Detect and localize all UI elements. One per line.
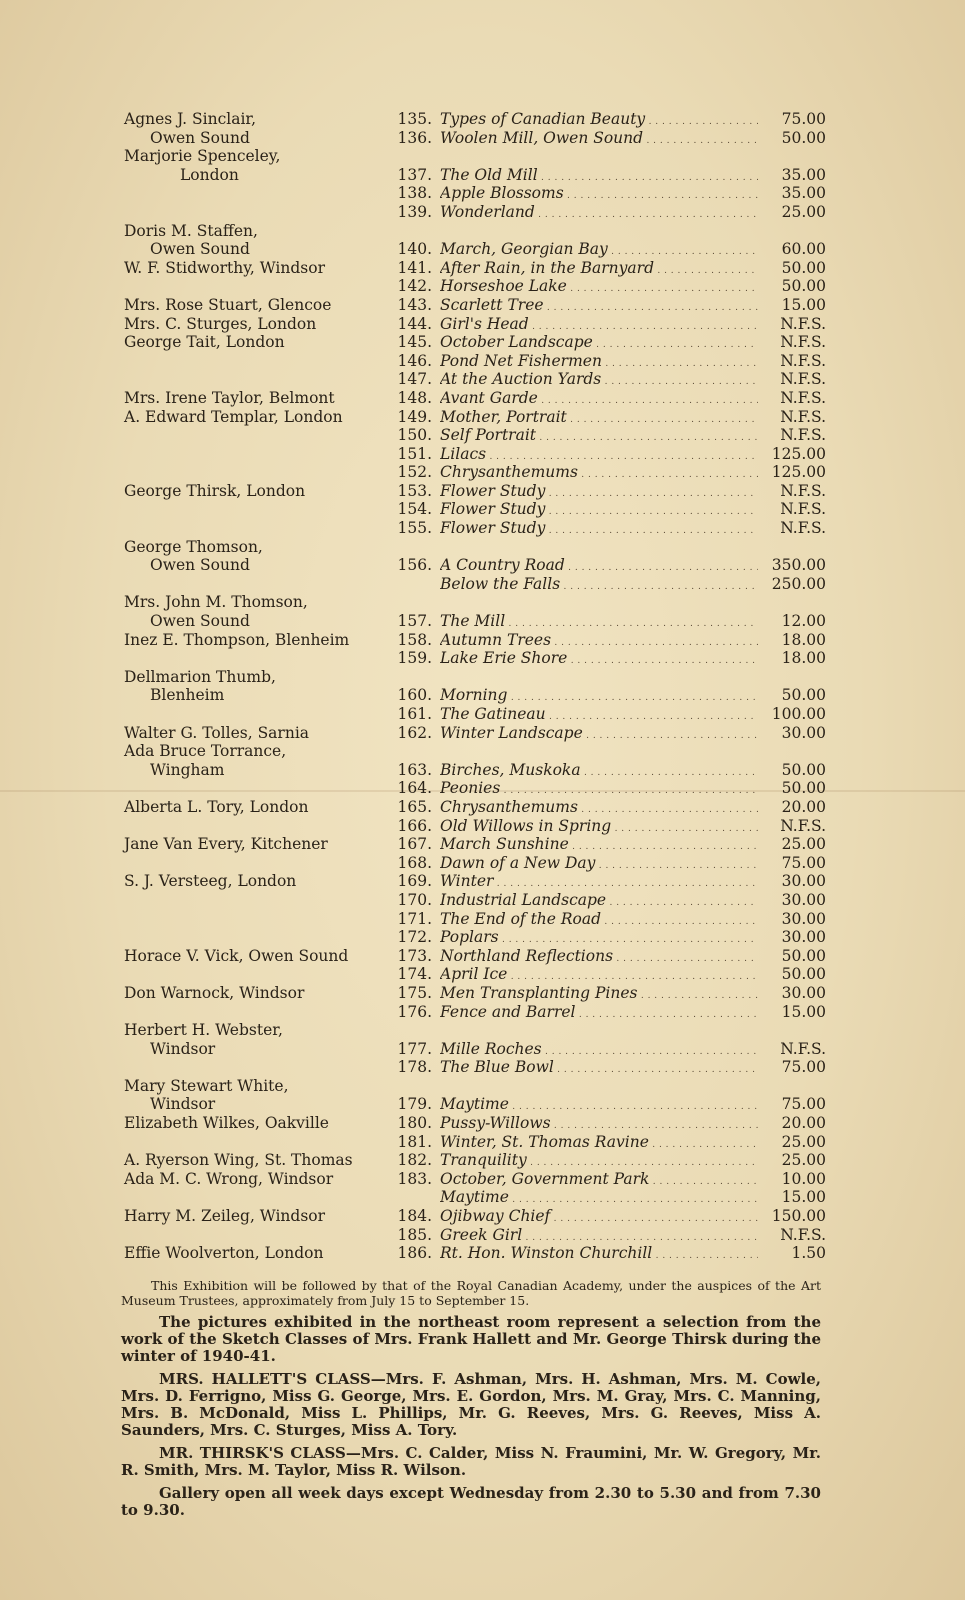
painting-title: Chrysanthemums . . . bbox=[440, 463, 758, 485]
entry-number: 181. bbox=[397, 1132, 432, 1151]
painting-title: Fence and Barrel . . . bbox=[440, 1003, 758, 1025]
entry-number: 174. bbox=[397, 965, 432, 984]
gallery-hours: Gallery open all week days except Wednesday from 2.30 to 5.30 and from 7.30 to 9.30. bbox=[121, 1484, 821, 1519]
painting-price: 30.00 bbox=[781, 890, 826, 909]
painting-title: A Country Road . . . bbox=[440, 556, 758, 578]
painting-title: Pond Net Fishermen . . . bbox=[440, 352, 758, 374]
painting-title: October, Government Park . . . bbox=[440, 1170, 758, 1192]
catalogue-row bbox=[0, 166, 965, 185]
entry-number: 143. bbox=[397, 295, 432, 314]
catalogue-row bbox=[0, 705, 965, 724]
artist-name: Ada M. C. Wrong, Windsor bbox=[124, 1169, 334, 1188]
entry-number: 142. bbox=[397, 277, 432, 296]
painting-price: N.F.S. bbox=[780, 519, 826, 538]
artist-name: Agnes J. Sinclair, bbox=[124, 110, 257, 128]
catalogue-row bbox=[0, 891, 965, 910]
painting-title: Apple Blossoms . . . bbox=[440, 184, 758, 206]
catalogue-row bbox=[0, 1003, 965, 1022]
painting-price: 30.00 bbox=[781, 723, 826, 742]
painting-price: 25.00 bbox=[781, 1132, 826, 1151]
painting-title: Horseshoe Lake . . . bbox=[440, 277, 758, 299]
painting-price: N.F.S. bbox=[780, 351, 826, 370]
entry-number: 179. bbox=[397, 1095, 432, 1114]
painting-title: Lake Erie Shore . . . bbox=[440, 649, 758, 671]
artist-name: Ada Bruce Torrance, bbox=[124, 742, 287, 761]
painting-title: The Old Mill . . . bbox=[440, 166, 758, 188]
catalogue-row bbox=[0, 928, 965, 947]
painting-price: 35.00 bbox=[781, 184, 826, 203]
painting-price: N.F.S. bbox=[780, 500, 826, 519]
painting-title: Rt. Hon. Winston Churchill . . . bbox=[440, 1244, 758, 1266]
catalogue-row bbox=[0, 333, 965, 352]
painting-title: Dawn of a New Day . . . bbox=[440, 854, 758, 876]
painting-price: N.F.S. bbox=[780, 370, 826, 389]
artist-name: Mrs. John M. Thomson, bbox=[124, 593, 308, 612]
artist-name: Mrs. C. Sturges, London bbox=[124, 314, 317, 333]
artist-name: Marjorie Spenceley, bbox=[124, 147, 281, 166]
painting-title: Industrial Landscape . . . bbox=[440, 891, 758, 913]
painting-price: 250.00 bbox=[771, 574, 826, 593]
painting-price: 30.00 bbox=[781, 909, 826, 928]
painting-price: N.F.S. bbox=[780, 333, 826, 352]
entry-number: 175. bbox=[397, 983, 432, 1002]
artist-name: London bbox=[180, 165, 239, 184]
painting-price: 50.00 bbox=[781, 277, 826, 296]
painting-title: Below the Falls . . . bbox=[440, 575, 758, 597]
sketch-classes-note: The pictures exhibited in the northeast room represent a selection from the work of the Sketch Classes of Mrs. Frank Hallett and Mr. George Thirsk during the winter of 1940-41. bbox=[121, 1313, 821, 1365]
entry-number: 150. bbox=[397, 426, 432, 445]
catalogue-row bbox=[0, 872, 965, 891]
entry-number: 178. bbox=[397, 1058, 432, 1077]
catalogue-row bbox=[0, 1151, 965, 1170]
entry-number: 186. bbox=[397, 1244, 432, 1263]
painting-title: October Landscape . . . bbox=[440, 333, 758, 355]
painting-title: March Sunshine . . . bbox=[440, 835, 758, 857]
catalogue-row bbox=[0, 593, 965, 612]
catalogue-row bbox=[0, 240, 965, 259]
entry-number: 164. bbox=[397, 779, 432, 798]
entry-number: 135. bbox=[397, 110, 432, 128]
catalogue-row bbox=[0, 1226, 965, 1245]
artist-name: Effie Woolverton, London bbox=[124, 1244, 324, 1263]
painting-price: 30.00 bbox=[781, 872, 826, 891]
catalogue-row bbox=[0, 1207, 965, 1226]
painting-title: Greek Girl . . . bbox=[440, 1226, 758, 1248]
catalogue-row bbox=[0, 556, 965, 575]
artist-name: Harry M. Zeileg, Windsor bbox=[124, 1207, 326, 1226]
catalogue-row bbox=[0, 798, 965, 817]
painting-price: N.F.S. bbox=[780, 481, 826, 500]
painting-title: Winter . . . bbox=[440, 872, 758, 894]
entry-number: 147. bbox=[397, 370, 432, 389]
entry-number: 154. bbox=[397, 500, 432, 519]
artist-name: Mrs. Rose Stuart, Glencoe bbox=[124, 295, 332, 314]
entry-number: 171. bbox=[397, 909, 432, 928]
catalogue-row bbox=[0, 649, 965, 668]
catalogue-list bbox=[0, 110, 965, 1263]
artist-name: Owen Sound bbox=[150, 556, 250, 575]
painting-title: Morning . . . bbox=[440, 686, 758, 708]
painting-price: 50.00 bbox=[781, 760, 826, 779]
painting-title: Wonderland . . . bbox=[440, 203, 758, 225]
catalogue-row bbox=[0, 724, 965, 743]
painting-title: Poplars . . . bbox=[440, 928, 758, 950]
catalogue-row bbox=[0, 259, 965, 278]
artist-name: Owen Sound bbox=[150, 612, 250, 631]
painting-price: 75.00 bbox=[781, 110, 826, 128]
painting-title: Woolen Mill, Owen Sound . . . bbox=[440, 129, 758, 151]
painting-price: 75.00 bbox=[781, 1058, 826, 1077]
painting-price: 20.00 bbox=[781, 797, 826, 816]
entry-number: 145. bbox=[397, 333, 432, 352]
painting-price: N.F.S. bbox=[780, 388, 826, 407]
catalogue-row bbox=[0, 463, 965, 482]
catalogue-row bbox=[0, 389, 965, 408]
entry-number: 168. bbox=[397, 853, 432, 872]
painting-title: Autumn Trees . . . bbox=[440, 631, 758, 653]
artist-name: Don Warnock, Windsor bbox=[124, 983, 305, 1002]
artist-name: Elizabeth Wilkes, Oakville bbox=[124, 1114, 329, 1133]
catalogue-row bbox=[0, 854, 965, 873]
painting-price: 15.00 bbox=[781, 1188, 826, 1207]
catalogue-row bbox=[0, 184, 965, 203]
entry-number: 137. bbox=[397, 165, 432, 184]
entry-number: 176. bbox=[397, 1002, 432, 1021]
catalogue-row bbox=[0, 835, 965, 854]
painting-title: Lilacs . . . bbox=[440, 445, 758, 467]
catalogue-row bbox=[0, 203, 965, 222]
catalogue-row bbox=[0, 1021, 965, 1040]
painting-title: The Blue Bowl . . . bbox=[440, 1058, 758, 1080]
painting-title: Winter, St. Thomas Ravine . . . bbox=[440, 1133, 758, 1155]
painting-title: Avant Garde . . . bbox=[440, 389, 758, 411]
entry-number: 156. bbox=[397, 556, 432, 575]
painting-title: Old Willows in Spring . . . bbox=[440, 817, 758, 839]
painting-title: Mother, Portrait . . . bbox=[440, 408, 758, 430]
entry-number: 183. bbox=[397, 1169, 432, 1188]
exhibition-notes bbox=[121, 1278, 821, 1525]
catalogue-row bbox=[0, 965, 965, 984]
catalogue-row bbox=[0, 129, 965, 148]
painting-title: Men Transplanting Pines . . . bbox=[440, 984, 758, 1006]
entry-number: 185. bbox=[397, 1225, 432, 1244]
painting-price: 125.00 bbox=[771, 463, 826, 482]
painting-price: 15.00 bbox=[781, 295, 826, 314]
entry-number: 167. bbox=[397, 835, 432, 854]
entry-number: 153. bbox=[397, 481, 432, 500]
entry-number: 177. bbox=[397, 1039, 432, 1058]
entry-number: 169. bbox=[397, 872, 432, 891]
painting-title: Self Portrait . . . bbox=[440, 426, 758, 448]
painting-price: 10.00 bbox=[781, 1169, 826, 1188]
artist-name: George Tait, London bbox=[124, 333, 285, 352]
artist-name: Walter G. Tolles, Sarnia bbox=[124, 723, 310, 742]
painting-title: March, Georgian Bay . . . bbox=[440, 240, 758, 262]
artist-name: Blenheim bbox=[150, 686, 225, 705]
entry-number: 173. bbox=[397, 946, 432, 965]
painting-title: Winter Landscape . . . bbox=[440, 724, 758, 746]
entry-number: 155. bbox=[397, 519, 432, 538]
entry-number: 158. bbox=[397, 630, 432, 649]
artist-name: A. Edward Templar, London bbox=[124, 407, 343, 426]
catalogue-row bbox=[0, 519, 965, 538]
catalogue-row bbox=[0, 1077, 965, 1096]
painting-price: 50.00 bbox=[781, 946, 826, 965]
painting-price: 35.00 bbox=[781, 165, 826, 184]
artist-name: Windsor bbox=[150, 1095, 216, 1114]
painting-title: After Rain, in the Barnyard . . . bbox=[440, 259, 758, 281]
catalogue-row bbox=[0, 370, 965, 389]
artist-name: Mrs. Irene Taylor, Belmont bbox=[124, 388, 335, 407]
artist-name: Inez E. Thompson, Blenheim bbox=[124, 630, 350, 649]
catalogue-row bbox=[0, 817, 965, 836]
catalogue-row bbox=[0, 110, 965, 129]
entry-number: 184. bbox=[397, 1207, 432, 1226]
painting-price: 75.00 bbox=[781, 853, 826, 872]
catalogue-row bbox=[0, 1244, 965, 1263]
artist-name: S. J. Versteeg, London bbox=[124, 872, 297, 891]
painting-title: Maytime . . . bbox=[440, 1095, 758, 1117]
painting-price: 30.00 bbox=[781, 928, 826, 947]
entry-number: 148. bbox=[397, 388, 432, 407]
artist-name: Owen Sound bbox=[150, 240, 250, 259]
painting-price: 18.00 bbox=[781, 630, 826, 649]
entry-number: 172. bbox=[397, 928, 432, 947]
painting-title: Pussy-Willows . . . bbox=[440, 1114, 758, 1136]
painting-price: 100.00 bbox=[771, 705, 826, 723]
catalogue-row bbox=[0, 408, 965, 427]
painting-title: Mille Roches . . . bbox=[440, 1040, 758, 1062]
catalogue-row bbox=[0, 277, 965, 296]
entry-number: 161. bbox=[397, 705, 432, 723]
painting-price: N.F.S. bbox=[780, 426, 826, 445]
artist-name: Alberta L. Tory, London bbox=[124, 797, 309, 816]
entry-number: 157. bbox=[397, 612, 432, 631]
catalogue-row bbox=[0, 500, 965, 519]
catalogue-row bbox=[0, 147, 965, 166]
painting-title: Girl's Head . . . bbox=[440, 315, 758, 337]
painting-title: Flower Study . . . bbox=[440, 519, 758, 541]
painting-price: 25.00 bbox=[781, 202, 826, 221]
artist-name: W. F. Stidworthy, Windsor bbox=[124, 258, 325, 277]
entry-number: 149. bbox=[397, 407, 432, 426]
thirsk-class-list: MR. THIRSK'S CLASS—Mrs. C. Calder, Miss N. Fraumini, Mr. W. Gregory, Mr. R. Smith, Mrs. M. Taylor, Miss R. Wilson. bbox=[121, 1444, 821, 1479]
painting-title: Maytime . . . bbox=[440, 1188, 758, 1210]
artist-name: Windsor bbox=[150, 1039, 216, 1058]
artist-name: George Thirsk, London bbox=[124, 481, 306, 500]
catalogue-row bbox=[0, 1188, 965, 1207]
catalogue-row bbox=[0, 538, 965, 557]
entry-number: 182. bbox=[397, 1151, 432, 1170]
artist-name: Dellmarion Thumb, bbox=[124, 667, 276, 686]
painting-title: Northland Reflections . . . bbox=[440, 947, 758, 969]
catalogue-row bbox=[0, 1040, 965, 1059]
painting-title: Ojibway Chief . . . bbox=[440, 1207, 758, 1229]
artist-name: Herbert H. Webster, bbox=[124, 1021, 283, 1040]
painting-price: N.F.S. bbox=[780, 816, 826, 835]
catalogue-row bbox=[0, 426, 965, 445]
artist-name: Owen Sound bbox=[150, 128, 250, 147]
catalogue-row bbox=[0, 668, 965, 687]
painting-price: 20.00 bbox=[781, 1114, 826, 1133]
catalogue-row bbox=[0, 1095, 965, 1114]
painting-price: 50.00 bbox=[781, 965, 826, 984]
entry-number: 139. bbox=[397, 202, 432, 221]
artist-name: Mary Stewart White, bbox=[124, 1076, 289, 1095]
painting-title: Peonies . . . bbox=[440, 779, 758, 801]
catalogue-row bbox=[0, 612, 965, 631]
painting-price: 50.00 bbox=[781, 128, 826, 147]
painting-title: Chrysanthemums . . . bbox=[440, 798, 758, 820]
painting-title: Scarlett Tree . . . bbox=[440, 296, 758, 318]
catalogue-row bbox=[0, 352, 965, 371]
painting-price: 25.00 bbox=[781, 835, 826, 854]
painting-price: N.F.S. bbox=[780, 407, 826, 426]
artist-name: A. Ryerson Wing, St. Thomas bbox=[124, 1151, 353, 1170]
catalogue-row bbox=[0, 1170, 965, 1189]
painting-price: 30.00 bbox=[781, 983, 826, 1002]
painting-title: The End of the Road . . . bbox=[440, 910, 758, 932]
painting-title: Flower Study . . . bbox=[440, 500, 758, 522]
artist-name: Horace V. Vick, Owen Sound bbox=[124, 946, 349, 965]
painting-price: 125.00 bbox=[771, 444, 826, 463]
entry-number: 138. bbox=[397, 184, 432, 203]
entry-number: 163. bbox=[397, 760, 432, 779]
catalogue-row bbox=[0, 222, 965, 241]
artist-name: Jane Van Every, Kitchener bbox=[124, 835, 328, 854]
painting-title: The Gatineau . . . bbox=[440, 705, 758, 727]
entry-number: 146. bbox=[397, 351, 432, 370]
entry-number: 152. bbox=[397, 463, 432, 482]
catalogue-row bbox=[0, 1133, 965, 1152]
painting-title: April Ice . . . bbox=[440, 965, 758, 987]
catalogue-row bbox=[0, 1058, 965, 1077]
catalogue-row bbox=[0, 686, 965, 705]
painting-price: N.F.S. bbox=[780, 314, 826, 333]
painting-price: 12.00 bbox=[781, 612, 826, 631]
painting-price: N.F.S. bbox=[780, 1225, 826, 1244]
painting-price: 50.00 bbox=[781, 779, 826, 798]
painting-price: 25.00 bbox=[781, 1151, 826, 1170]
painting-price: 50.00 bbox=[781, 686, 826, 705]
painting-price: 60.00 bbox=[781, 240, 826, 259]
catalogue-row bbox=[0, 482, 965, 501]
painting-title: Flower Study . . . bbox=[440, 482, 758, 504]
catalogue-row bbox=[0, 761, 965, 780]
painting-title: Types of Canadian Beauty . . . bbox=[440, 110, 758, 132]
painting-price: 18.00 bbox=[781, 649, 826, 668]
painting-price: 350.00 bbox=[771, 556, 826, 575]
entry-number: 159. bbox=[397, 649, 432, 668]
entry-number: 140. bbox=[397, 240, 432, 259]
painting-price: 150.00 bbox=[771, 1207, 826, 1226]
painting-price: 1.50 bbox=[791, 1244, 826, 1263]
artist-name: Wingham bbox=[150, 760, 225, 779]
rca-notice: This Exhibition will be followed by that of the Royal Canadian Academy, under the auspices of the Art Museum Trustees, approximately from July 15 to September 15. bbox=[121, 1278, 821, 1308]
catalogue-row bbox=[0, 575, 965, 594]
hallett-class-list: MRS. HALLETT'S CLASS—Mrs. F. Ashman, Mrs. H. Ashman, Mrs. M. Cowle, Mrs. D. Ferrigno, Miss G. George, Mrs. E. Gordon, Mrs. M. Gray, Mrs. C. Manning, Mrs. B. McDonald, Miss L. Phillips, Mr. G. Reeves, Mrs. G. Reeves, Miss A. Saunders, Mrs. C. Sturges, Miss A. Tory. bbox=[121, 1370, 821, 1439]
entry-number: 170. bbox=[397, 890, 432, 909]
entry-number: 136. bbox=[397, 128, 432, 147]
entry-number: 151. bbox=[397, 444, 432, 463]
painting-title: At the Auction Yards . . . bbox=[440, 370, 758, 392]
painting-price: 50.00 bbox=[781, 258, 826, 277]
catalogue-row bbox=[0, 296, 965, 315]
entry-number: 180. bbox=[397, 1114, 432, 1133]
entry-number: 144. bbox=[397, 314, 432, 333]
artist-name: Doris M. Staffen, bbox=[124, 221, 258, 240]
painting-title: Tranquility . . . bbox=[440, 1151, 758, 1173]
painting-price: 15.00 bbox=[781, 1002, 826, 1021]
catalogue-row bbox=[0, 910, 965, 929]
painting-title: The Mill . . . bbox=[440, 612, 758, 634]
artist-name: George Thomson, bbox=[124, 537, 263, 556]
catalogue-row bbox=[0, 315, 965, 334]
catalogue-row bbox=[0, 1114, 965, 1133]
catalogue-row bbox=[0, 742, 965, 761]
entry-number: 165. bbox=[397, 797, 432, 816]
entry-number: 162. bbox=[397, 723, 432, 742]
painting-price: 75.00 bbox=[781, 1095, 826, 1114]
painting-title: Birches, Muskoka . . . bbox=[440, 761, 758, 783]
entry-number: 166. bbox=[397, 816, 432, 835]
entry-number: 160. bbox=[397, 686, 432, 705]
catalogue-row bbox=[0, 779, 965, 798]
painting-price: N.F.S. bbox=[780, 1039, 826, 1058]
catalogue-row bbox=[0, 984, 965, 1003]
catalogue-row bbox=[0, 631, 965, 650]
catalogue-row bbox=[0, 947, 965, 966]
entry-number: 141. bbox=[397, 258, 432, 277]
catalogue-row bbox=[0, 445, 965, 464]
